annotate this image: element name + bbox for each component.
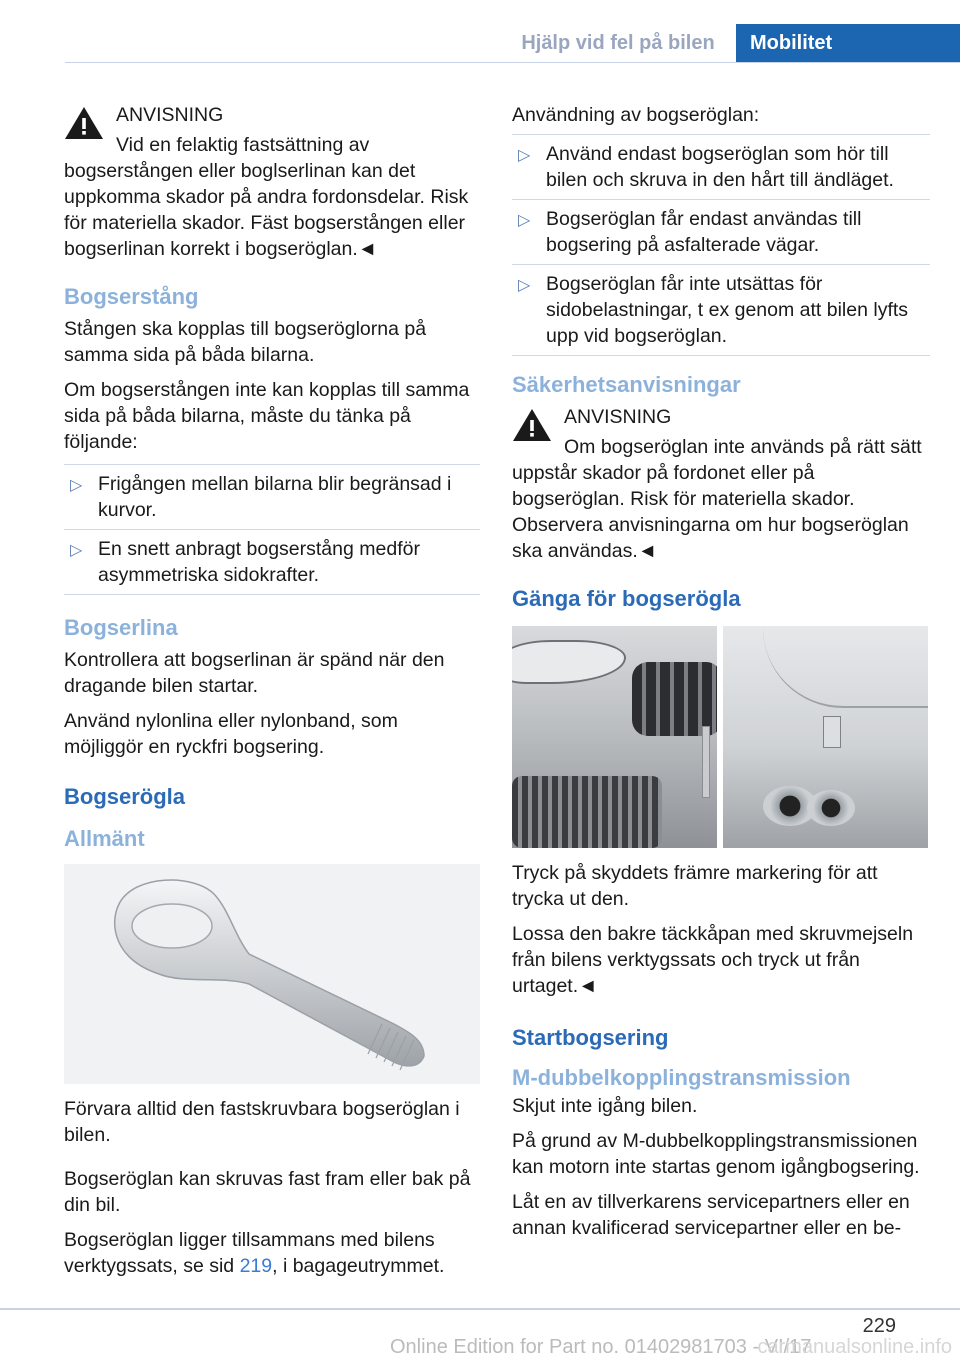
left-column — [64, 102, 480, 1288]
heading-sakerhetsanvisningar: Säkerhetsanvisningar — [512, 372, 741, 397]
list-item-text: En snett anbragt bogserstång medför asymmetriska sidokrafter. — [98, 538, 420, 586]
heading-bogserogla: Bogserögla — [64, 784, 186, 809]
paragraph: Låt en av tillverkarens servicepartners eller en annan kvalificerad servicepartner eller en be- — [512, 1191, 910, 1239]
triangle-bullet-icon: ▷ — [518, 147, 531, 164]
paragraph: Bogseröglan kan skruvas fast fram eller bak på din bil. — [64, 1168, 471, 1216]
paragraph: Om bogserstången inte kan kopplas till samma sida på båda bilarna, måste du tänka på följande: — [64, 379, 470, 453]
tow-eye-icon — [64, 864, 480, 1084]
list-item-text: Bogseröglan får endast användas till bogsering på asfalterade vägar. — [546, 208, 862, 256]
list-item-text: Bogseröglan får inte utsättas för sidobelastningar, t ex genom att bilen lyfts upp vid bogseröglan. — [546, 273, 909, 347]
watermark: carmanualsonline.info — [757, 1336, 952, 1358]
warning-title: ANVISNING — [564, 406, 672, 428]
triangle-bullet-icon: ▷ — [518, 212, 531, 229]
heading-ganga: Gänga för bogserögla — [512, 586, 741, 611]
list-item-text: Frigången mellan bilarna blir begränsad i kurvor. — [98, 473, 452, 521]
front-bumper-photo — [512, 626, 717, 848]
paragraph: Förvara alltid den fastskruvbara bogseröglan i bilen. — [64, 1098, 460, 1146]
paragraph-with-link — [64, 1227, 480, 1279]
tow-eye-illustration — [64, 864, 480, 1084]
paragraph: Lossa den bakre täckkåpan med skruvmejseln från bilens verktygssats och tryck ut från urtaget.◄ — [512, 923, 914, 997]
warning-box-2 — [512, 404, 930, 564]
header-divider — [65, 62, 960, 63]
list-item-text: Använd endast bogseröglan som hör till bilen och skruva in den hårt till ändläget. — [546, 143, 894, 191]
header-chapter-tab: Mobilitet — [736, 24, 960, 62]
right-column — [512, 102, 930, 1250]
text: , i bagageutrymmet. — [272, 1255, 445, 1277]
paragraph: Använd nylonlina eller nylonband, som möjliggör en ryckfri bogsering. — [64, 710, 398, 758]
header-section-title: Hjälp vid fel på bilen — [521, 31, 715, 54]
paragraph: Användning av bogseröglan: — [512, 104, 760, 126]
list-item — [64, 530, 480, 595]
heading-bogserlina: Bogserlina — [64, 615, 178, 640]
list-item — [512, 265, 930, 356]
bullet-list-1 — [64, 464, 480, 595]
heading-mdubbel: M-dubbelkopplingstransmission — [512, 1065, 851, 1090]
warning-text: Om bogseröglan inte används på rätt sätt uppstår skador på fordonet eller på bogseröglan. Risk för materiella skador. Observera anvisningarna om hur bogseröglan ska användas.◄ — [512, 436, 922, 562]
tow-thread-photos — [512, 626, 928, 848]
page-link[interactable]: 219 — [239, 1255, 273, 1277]
page-number: 229 — [862, 1315, 896, 1337]
list-item — [64, 465, 480, 530]
warning-box-1 — [64, 102, 480, 262]
warning-text: Vid en felaktig fastsättning av bogserstången eller boglserlinan kan det uppkomma skador på andra fordonsdelar. Risk för materiella skador. Fäst bogserstången eller bogserlinan korrekt i bogseröglan.◄ — [64, 134, 469, 260]
warning-triangle-icon — [64, 106, 104, 140]
heading-startbogsering: Startbogsering — [512, 1025, 669, 1050]
rear-bumper-photo — [723, 626, 928, 848]
heading-bogserstang: Bogserstång — [64, 284, 199, 309]
paragraph: Skjut inte igång bilen. — [512, 1095, 698, 1117]
paragraph: På grund av M-dubbelkopplingstransmissionen kan motorn inte startas genom igångbogsering. — [512, 1130, 920, 1178]
paragraph: Stången ska kopplas till bogseröglorna på samma sida på båda bilarna. — [64, 318, 427, 366]
footer-divider — [0, 1308, 960, 1310]
warning-title: ANVISNING — [116, 104, 224, 126]
footer-edition: Online Edition for Part no. 01402981703 - VI/17 — [390, 1336, 812, 1358]
paragraph: Kontrollera att bogserlinan är spänd när den dragande bilen startar. — [64, 649, 445, 697]
heading-allmant: Allmänt — [64, 826, 145, 851]
triangle-bullet-icon: ▷ — [70, 477, 83, 494]
warning-triangle-icon — [512, 408, 552, 442]
text: Bogseröglan ligger tillsammans med bilens verktygssats, se sid — [64, 1229, 435, 1277]
list-item — [512, 200, 930, 265]
bullet-list-2 — [512, 134, 930, 356]
paragraph: Tryck på skyddets främre markering för att trycka ut den. — [512, 862, 878, 910]
triangle-bullet-icon: ▷ — [518, 277, 531, 294]
triangle-bullet-icon: ▷ — [70, 542, 83, 559]
list-item — [512, 135, 930, 200]
